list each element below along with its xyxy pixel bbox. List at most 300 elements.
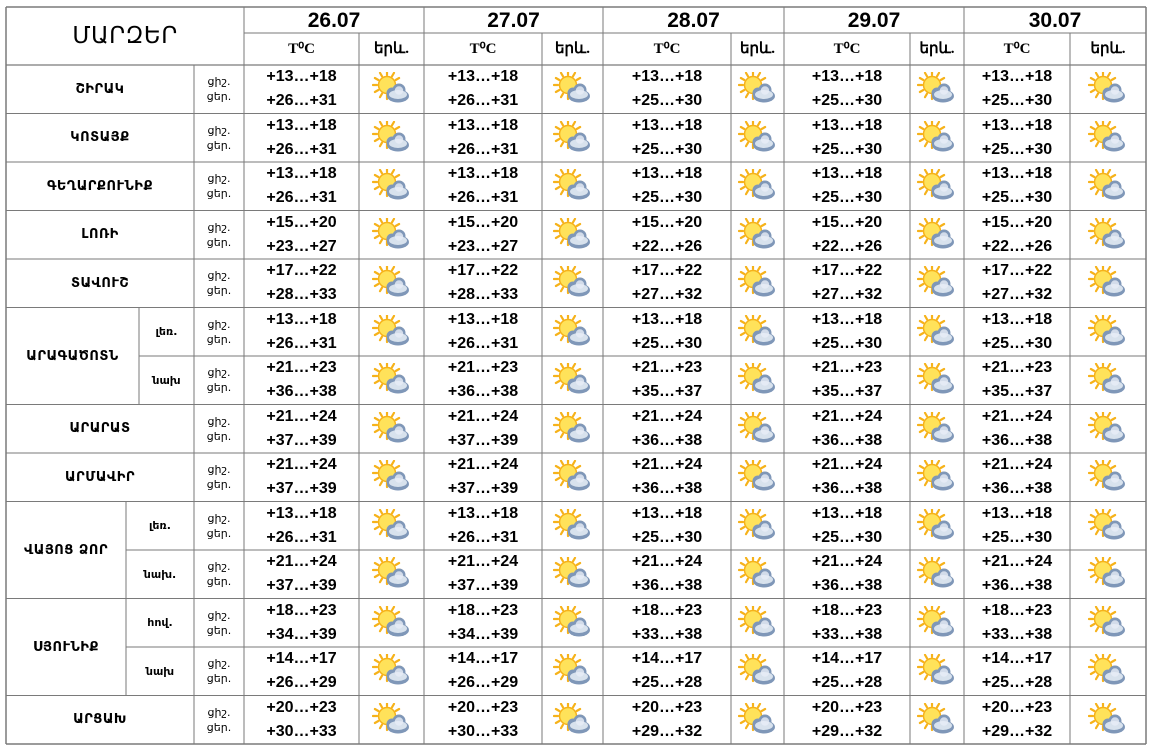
- sun-behind-cloud-icon: [553, 315, 593, 349]
- temperature-cell: [964, 114, 1070, 163]
- night-temperature: +13…+18: [266, 310, 337, 328]
- night-label: ցեր.: [206, 381, 232, 395]
- sun-behind-cloud-icon: [553, 266, 593, 300]
- temperature-cell: [244, 696, 359, 745]
- date-header: 27.07: [487, 8, 540, 32]
- sun-behind-cloud-icon: [372, 460, 412, 494]
- subregion-label: նախ: [145, 664, 175, 678]
- temp-label: T⁰C: [1003, 40, 1031, 57]
- day-temperature: +25…+28: [811, 674, 883, 692]
- temperature-cell: [603, 453, 731, 502]
- day-night-labels: [194, 647, 244, 696]
- sun-behind-cloud-icon: [372, 703, 412, 737]
- temperature-cell: [784, 114, 910, 163]
- temperature-cell: [784, 65, 910, 114]
- day-temperature: +25…+30: [631, 189, 703, 207]
- sun-behind-cloud-icon: [738, 557, 778, 591]
- temperature-cell: [964, 356, 1070, 405]
- temperature-cell: [964, 259, 1070, 308]
- temperature-cell: [784, 647, 910, 696]
- region-name: ԳԵՂԱՐՔՈՒՆԻՔ: [46, 178, 154, 194]
- day-temperature: +25…+30: [631, 140, 703, 158]
- night-temperature: +13…+18: [447, 310, 519, 328]
- temp-column-header: [784, 33, 910, 65]
- day-label: ցիշ.: [207, 705, 231, 719]
- day-temperature: +26…+31: [447, 140, 519, 158]
- day-night-labels: [194, 114, 244, 163]
- night-temperature: +13…+18: [811, 116, 883, 134]
- day-night-labels: [194, 162, 244, 211]
- night-temperature: +21…+24: [811, 553, 883, 571]
- sun-behind-cloud-icon: [1088, 72, 1128, 106]
- temp-column-header: [244, 33, 359, 65]
- sun-behind-cloud-icon: [372, 266, 412, 300]
- night-temperature: +18…+23: [266, 601, 337, 619]
- night-label: ցեր.: [206, 672, 232, 686]
- night-temperature: +13…+18: [981, 68, 1053, 86]
- temperature-cell: [964, 405, 1070, 454]
- temperature-cell: [424, 211, 542, 260]
- day-temperature: +22…+26: [631, 237, 703, 255]
- night-temperature: +21…+24: [631, 553, 703, 571]
- day-label: ցիշ.: [207, 317, 231, 331]
- night-temperature: +21…+23: [266, 359, 337, 377]
- day-night-labels: [194, 211, 244, 260]
- day-temperature: +26…+31: [447, 528, 519, 546]
- sun-behind-cloud-icon: [738, 509, 778, 543]
- sun-behind-cloud-icon: [553, 72, 593, 106]
- temperature-cell: [603, 550, 731, 599]
- date-header: 28.07: [667, 8, 720, 32]
- day-temperature: +26…+31: [266, 140, 337, 158]
- night-temperature: +13…+18: [631, 116, 703, 134]
- sun-behind-cloud-icon: [738, 121, 778, 155]
- night-temperature: +13…+18: [447, 68, 519, 86]
- night-temperature: +15…+20: [447, 213, 519, 231]
- day-temperature: +25…+30: [981, 334, 1053, 352]
- sun-behind-cloud-icon: [372, 169, 412, 203]
- night-temperature: +13…+18: [981, 310, 1053, 328]
- temperature-cell: [244, 502, 359, 551]
- night-temperature: +13…+18: [447, 165, 519, 183]
- temperature-cell: [964, 599, 1070, 648]
- night-temperature: +15…+20: [981, 213, 1053, 231]
- sun-behind-cloud-icon: [738, 606, 778, 640]
- sun-behind-cloud-icon: [372, 557, 412, 591]
- weather-column-header: երև.: [374, 40, 409, 57]
- night-temperature: +17…+22: [811, 262, 883, 280]
- temp-label: T⁰C: [833, 40, 861, 57]
- sun-behind-cloud-icon: [917, 703, 957, 737]
- temperature-cell: [784, 599, 910, 648]
- day-label: ցիշ.: [207, 366, 231, 380]
- temperature-cell: [603, 308, 731, 357]
- sun-behind-cloud-icon: [738, 412, 778, 446]
- weather-column-header: երև.: [1090, 40, 1126, 57]
- day-night-labels: [194, 502, 244, 551]
- temperature-cell: [424, 502, 542, 551]
- day-temperature: +22…+26: [811, 237, 883, 255]
- night-temperature: +13…+18: [631, 165, 703, 183]
- date-header: 29.07: [847, 8, 901, 32]
- temperature-cell: [424, 599, 542, 648]
- temperature-cell: [244, 647, 359, 696]
- sun-behind-cloud-icon: [917, 169, 957, 203]
- sun-behind-cloud-icon: [372, 315, 412, 349]
- temp-column-header: [424, 33, 542, 65]
- sun-behind-cloud-icon: [738, 315, 778, 349]
- sun-behind-cloud-icon: [1088, 363, 1128, 397]
- day-temperature: +25…+30: [981, 92, 1053, 110]
- region-name: ՇԻՐԱԿ: [75, 81, 125, 97]
- region-name: ՍՅՈՒՆԻՔ: [33, 639, 99, 655]
- temperature-cell: [784, 308, 910, 357]
- region-name: ՏԱՎՈՒՇ: [70, 275, 130, 291]
- day-temperature: +25…+30: [981, 189, 1053, 207]
- night-temperature: +17…+22: [266, 262, 337, 280]
- day-temperature: +35…+37: [811, 383, 883, 401]
- night-temperature: +13…+18: [631, 504, 703, 522]
- subregion-label: նախ: [152, 373, 181, 387]
- day-night-labels: [194, 405, 244, 454]
- day-label: ցիշ.: [207, 123, 231, 137]
- temperature-cell: [603, 502, 731, 551]
- temperature-cell: [603, 356, 731, 405]
- sun-behind-cloud-icon: [553, 218, 593, 252]
- sun-behind-cloud-icon: [738, 72, 778, 106]
- sun-behind-cloud-icon: [738, 703, 778, 737]
- day-label: ցիշ.: [207, 414, 231, 428]
- day-temperature: +34…+39: [447, 625, 519, 643]
- sun-behind-cloud-icon: [553, 412, 593, 446]
- temperature-cell: [784, 550, 910, 599]
- region-name: ԱՐՄԱՎԻՐ: [64, 469, 136, 485]
- night-temperature: +15…+20: [266, 213, 337, 231]
- temperature-cell: [964, 65, 1070, 114]
- weather-column-header: երև.: [740, 40, 775, 57]
- temperature-cell: [244, 308, 359, 357]
- sun-behind-cloud-icon: [372, 218, 412, 252]
- night-temperature: +21…+24: [266, 407, 337, 425]
- temperature-cell: [784, 356, 910, 405]
- night-label: ցեր.: [206, 575, 232, 589]
- temperature-cell: [244, 599, 359, 648]
- day-label: ցիշ.: [207, 269, 231, 283]
- night-temperature: +20…+23: [981, 698, 1053, 716]
- temperature-cell: [424, 356, 542, 405]
- night-temperature: +21…+23: [981, 359, 1053, 377]
- sun-behind-cloud-icon: [1088, 218, 1128, 252]
- temperature-cell: [964, 696, 1070, 745]
- day-temperature: +23…+27: [447, 237, 519, 255]
- sun-behind-cloud-icon: [1088, 606, 1128, 640]
- day-temperature: +26…+29: [266, 674, 337, 692]
- night-label: ցեր.: [206, 623, 232, 637]
- temperature-cell: [784, 453, 910, 502]
- day-night-labels: [194, 599, 244, 648]
- temperature-cell: [603, 647, 731, 696]
- subregion-label: հով.: [147, 616, 173, 630]
- night-temperature: +13…+18: [981, 504, 1053, 522]
- sun-behind-cloud-icon: [917, 509, 957, 543]
- region-name: ԿՈՏԱՅՔ: [70, 130, 130, 146]
- night-temperature: +20…+23: [811, 698, 883, 716]
- day-night-labels: [194, 453, 244, 502]
- day-temperature: +25…+30: [981, 140, 1053, 158]
- temperature-cell: [784, 405, 910, 454]
- night-temperature: +13…+18: [811, 165, 883, 183]
- temperature-cell: [424, 65, 542, 114]
- sun-behind-cloud-icon: [553, 557, 593, 591]
- day-temperature: +37…+39: [447, 577, 519, 595]
- date-header: 30.07: [1028, 8, 1082, 32]
- sun-behind-cloud-icon: [553, 169, 593, 203]
- night-temperature: +14…+17: [266, 650, 337, 668]
- temperature-cell: [244, 65, 359, 114]
- region-name: ԼՈՌԻ: [81, 227, 119, 243]
- night-temperature: +14…+17: [631, 650, 703, 668]
- day-temperature: +26…+31: [447, 334, 519, 352]
- night-temperature: +18…+23: [631, 601, 703, 619]
- day-temperature: +36…+38: [447, 383, 519, 401]
- day-temperature: +37…+39: [447, 431, 519, 449]
- temperature-cell: [603, 211, 731, 260]
- sun-behind-cloud-icon: [917, 412, 957, 446]
- night-temperature: +17…+22: [981, 262, 1053, 280]
- temperature-cell: [784, 211, 910, 260]
- sun-behind-cloud-icon: [553, 460, 593, 494]
- sun-behind-cloud-icon: [372, 509, 412, 543]
- sun-behind-cloud-icon: [372, 654, 412, 688]
- day-temperature: +33…+38: [631, 625, 703, 643]
- temperature-cell: [964, 308, 1070, 357]
- day-temperature: +26…+31: [266, 334, 337, 352]
- temperature-cell: [424, 405, 542, 454]
- sun-behind-cloud-icon: [738, 266, 778, 300]
- temperature-cell: [603, 599, 731, 648]
- sun-behind-cloud-icon: [553, 363, 593, 397]
- temperature-cell: [603, 259, 731, 308]
- day-temperature: +29…+32: [811, 722, 883, 740]
- night-label: ցեր.: [206, 478, 232, 492]
- sun-behind-cloud-icon: [917, 363, 957, 397]
- day-temperature: +36…+38: [811, 577, 883, 595]
- sun-behind-cloud-icon: [553, 509, 593, 543]
- night-temperature: +13…+18: [811, 310, 883, 328]
- sun-behind-cloud-icon: [1088, 703, 1128, 737]
- sun-behind-cloud-icon: [917, 606, 957, 640]
- day-temperature: +25…+28: [631, 674, 703, 692]
- night-temperature: +13…+18: [266, 68, 337, 86]
- sun-behind-cloud-icon: [553, 606, 593, 640]
- subregion-label: լեռ.: [149, 519, 171, 533]
- sun-behind-cloud-icon: [917, 654, 957, 688]
- sun-behind-cloud-icon: [553, 654, 593, 688]
- day-label: ցիշ.: [207, 511, 231, 525]
- sun-behind-cloud-icon: [738, 460, 778, 494]
- night-temperature: +14…+17: [811, 650, 883, 668]
- night-label: ցեր.: [206, 332, 232, 346]
- temperature-cell: [424, 308, 542, 357]
- sun-behind-cloud-icon: [1088, 169, 1128, 203]
- sun-behind-cloud-icon: [372, 606, 412, 640]
- temperature-cell: [964, 453, 1070, 502]
- sun-behind-cloud-icon: [738, 654, 778, 688]
- sun-behind-cloud-icon: [738, 363, 778, 397]
- day-temperature: +30…+33: [447, 722, 519, 740]
- region-name: ԱՐՑԱԽ: [73, 712, 127, 728]
- day-label: ցիշ.: [207, 463, 231, 477]
- day-temperature: +37…+39: [266, 431, 337, 449]
- sun-behind-cloud-icon: [1088, 412, 1128, 446]
- day-temperature: +25…+30: [631, 528, 703, 546]
- day-temperature: +25…+30: [981, 528, 1053, 546]
- day-temperature: +34…+39: [266, 625, 337, 643]
- sun-behind-cloud-icon: [372, 363, 412, 397]
- sun-behind-cloud-icon: [917, 460, 957, 494]
- day-temperature: +26…+31: [266, 528, 337, 546]
- day-temperature: +36…+38: [811, 480, 883, 498]
- temperature-cell: [244, 550, 359, 599]
- day-temperature: +37…+39: [447, 480, 519, 498]
- night-temperature: +21…+23: [447, 359, 519, 377]
- sun-behind-cloud-icon: [1088, 509, 1128, 543]
- day-label: ցիշ.: [207, 560, 231, 574]
- temperature-cell: [244, 356, 359, 405]
- day-temperature: +36…+38: [981, 480, 1053, 498]
- night-temperature: +14…+17: [981, 650, 1053, 668]
- night-temperature: +13…+18: [447, 116, 519, 134]
- temperature-cell: [784, 259, 910, 308]
- day-temperature: +25…+30: [811, 334, 883, 352]
- night-label: ցեր.: [206, 284, 232, 298]
- temperature-cell: [424, 259, 542, 308]
- temperature-cell: [964, 211, 1070, 260]
- temperature-cell: [603, 114, 731, 163]
- day-temperature: +36…+38: [631, 577, 703, 595]
- weather-column-header: երև.: [555, 40, 590, 57]
- temp-column-header: [964, 33, 1070, 65]
- forecast-table: [6, 7, 1146, 744]
- subregion-label: նախ.: [143, 567, 177, 581]
- night-temperature: +15…+20: [811, 213, 883, 231]
- temperature-cell: [964, 550, 1070, 599]
- night-label: ցեր.: [206, 235, 232, 249]
- temperature-cell: [603, 65, 731, 114]
- night-label: ցեր.: [206, 526, 232, 540]
- sun-behind-cloud-icon: [1088, 460, 1128, 494]
- day-temperature: +25…+30: [811, 92, 883, 110]
- night-temperature: +14…+17: [447, 650, 519, 668]
- night-temperature: +21…+24: [981, 553, 1053, 571]
- night-label: ցեր.: [206, 429, 232, 443]
- sun-behind-cloud-icon: [1088, 266, 1128, 300]
- sun-behind-cloud-icon: [917, 266, 957, 300]
- date-header: 26.07: [307, 8, 361, 32]
- day-temperature: +25…+30: [631, 92, 703, 110]
- night-temperature: +18…+23: [447, 601, 519, 619]
- day-temperature: +23…+27: [266, 237, 337, 255]
- day-label: ցիշ.: [207, 608, 231, 622]
- night-temperature: +13…+18: [447, 504, 519, 522]
- day-temperature: +25…+28: [981, 674, 1053, 692]
- night-temperature: +21…+24: [981, 407, 1053, 425]
- day-temperature: +36…+38: [631, 480, 703, 498]
- day-temperature: +28…+33: [447, 286, 519, 304]
- night-temperature: +13…+18: [981, 116, 1053, 134]
- day-temperature: +26…+31: [447, 92, 519, 110]
- night-temperature: +21…+23: [631, 359, 703, 377]
- sun-behind-cloud-icon: [917, 218, 957, 252]
- temperature-cell: [244, 259, 359, 308]
- night-temperature: +13…+18: [631, 68, 703, 86]
- night-temperature: +13…+18: [266, 504, 337, 522]
- night-temperature: +21…+24: [447, 456, 519, 474]
- day-temperature: +36…+38: [266, 383, 337, 401]
- region-name: ԱՐԱԳԱԾՈՏՆ: [26, 348, 119, 364]
- temperature-cell: [244, 162, 359, 211]
- sun-behind-cloud-icon: [917, 121, 957, 155]
- temperature-cell: [244, 405, 359, 454]
- temperature-cell: [244, 453, 359, 502]
- sun-behind-cloud-icon: [917, 557, 957, 591]
- day-temperature: +26…+31: [447, 189, 519, 207]
- weather-column-header: երև.: [919, 40, 955, 57]
- temperature-cell: [424, 696, 542, 745]
- sun-behind-cloud-icon: [738, 218, 778, 252]
- day-temperature: +29…+32: [631, 722, 703, 740]
- day-temperature: +28…+33: [266, 286, 337, 304]
- night-temperature: +17…+22: [631, 262, 703, 280]
- temperature-cell: [964, 162, 1070, 211]
- night-temperature: +21…+24: [811, 407, 883, 425]
- night-temperature: +13…+18: [811, 68, 883, 86]
- temperature-cell: [424, 114, 542, 163]
- day-label: ցիշ.: [207, 220, 231, 234]
- night-temperature: +21…+24: [981, 456, 1053, 474]
- subregion-label: լեռ.: [155, 325, 178, 339]
- night-temperature: +20…+23: [631, 698, 703, 716]
- sun-behind-cloud-icon: [1088, 121, 1128, 155]
- day-label: ցիշ.: [207, 75, 231, 89]
- night-temperature: +13…+18: [266, 116, 337, 134]
- day-temperature: +36…+38: [981, 577, 1053, 595]
- day-temperature: +29…+32: [981, 722, 1053, 740]
- temperature-cell: [603, 162, 731, 211]
- day-temperature: +37…+39: [266, 577, 337, 595]
- day-label: ցիշ.: [207, 657, 231, 671]
- day-temperature: +27…+32: [811, 286, 883, 304]
- temperature-cell: [424, 550, 542, 599]
- night-temperature: +13…+18: [811, 504, 883, 522]
- day-temperature: +27…+32: [631, 286, 703, 304]
- day-night-labels: [194, 550, 244, 599]
- day-temperature: +36…+38: [811, 431, 883, 449]
- day-temperature: +25…+30: [811, 528, 883, 546]
- night-temperature: +21…+24: [266, 456, 337, 474]
- night-temperature: +21…+24: [447, 553, 519, 571]
- sun-behind-cloud-icon: [553, 703, 593, 737]
- night-label: ցեր.: [206, 90, 232, 104]
- temperature-cell: [964, 647, 1070, 696]
- night-temperature: +21…+23: [811, 359, 883, 377]
- day-night-labels: [194, 356, 244, 405]
- night-temperature: +18…+23: [811, 601, 883, 619]
- night-temperature: +13…+18: [266, 165, 337, 183]
- night-temperature: +15…+20: [631, 213, 703, 231]
- day-temperature: +35…+37: [981, 383, 1053, 401]
- day-label: ցիշ.: [207, 172, 231, 186]
